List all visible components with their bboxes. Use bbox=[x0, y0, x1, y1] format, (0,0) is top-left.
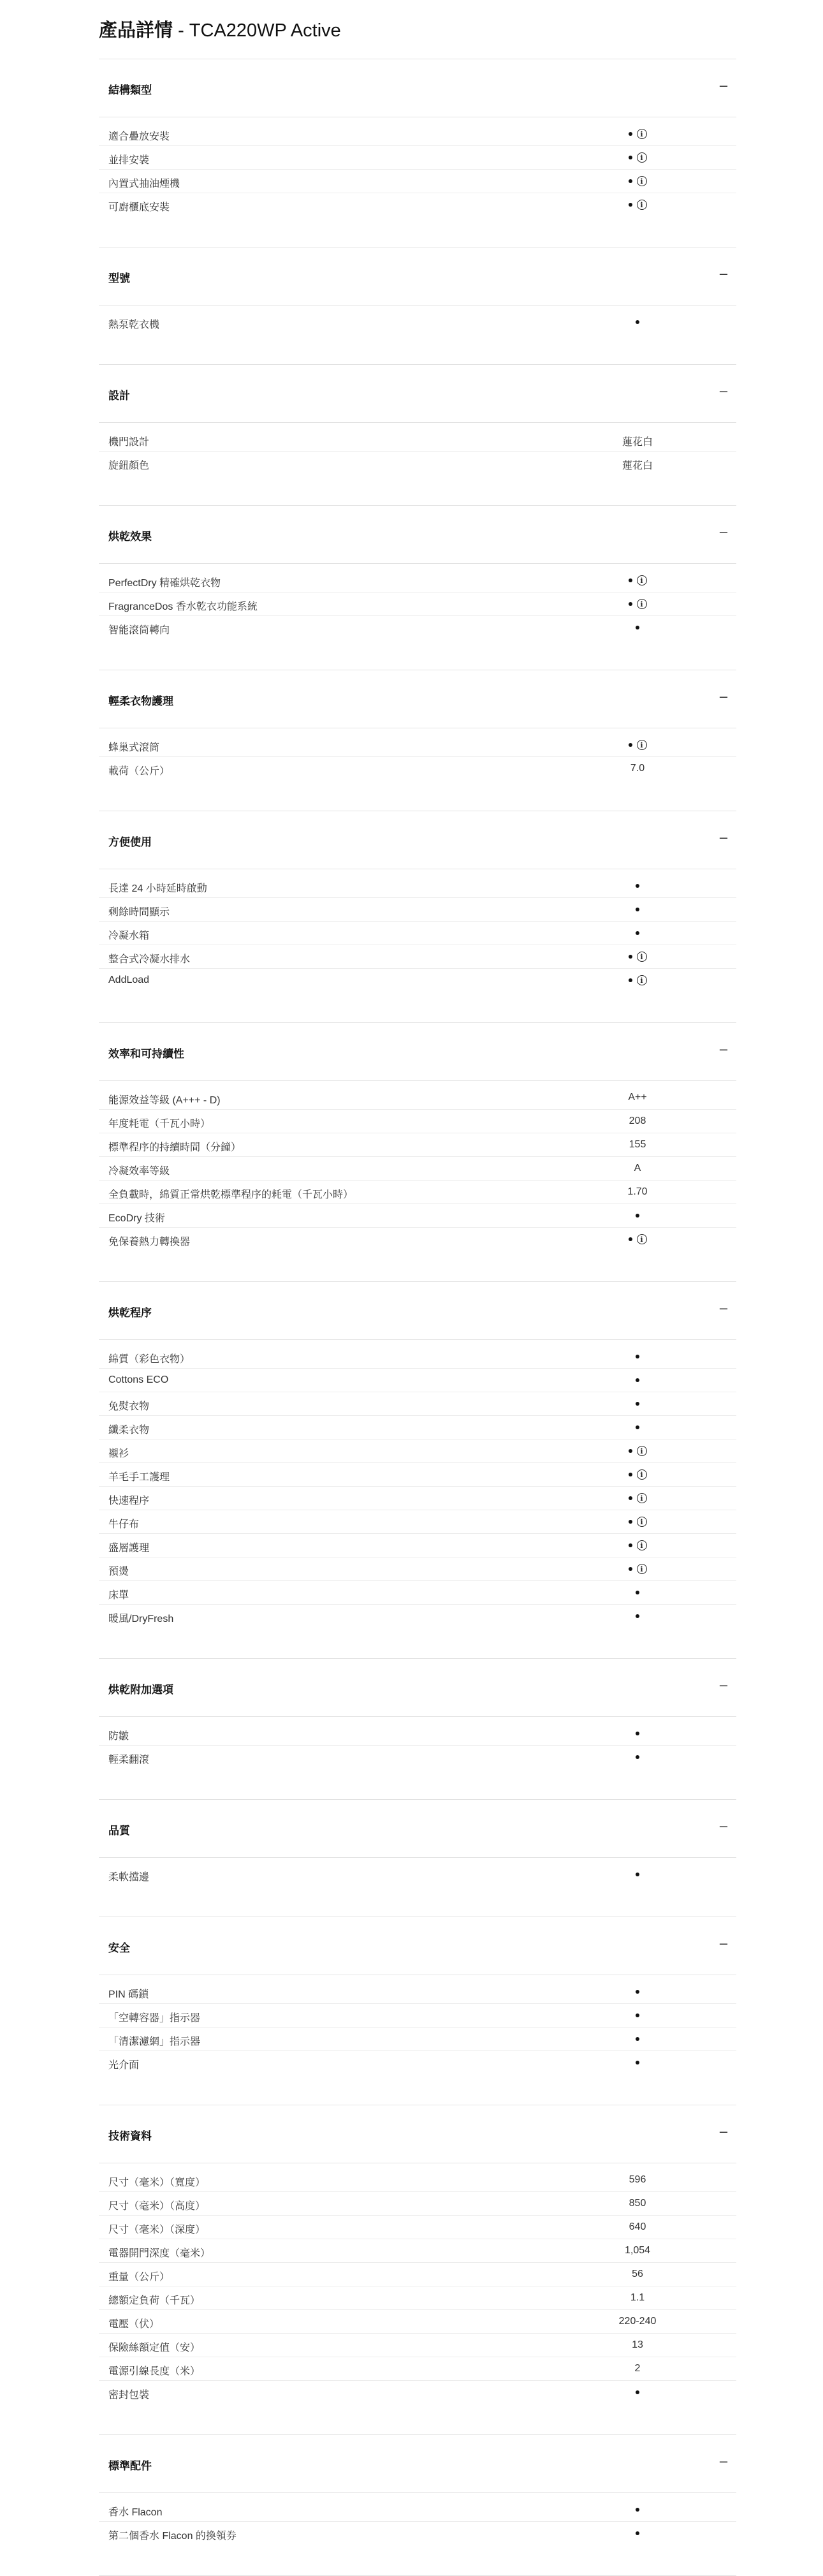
feature-available-dot-icon bbox=[629, 203, 632, 207]
section-title: 烘乾附加選項 bbox=[108, 1684, 173, 1696]
spec-label: 剩餘時間顯示 bbox=[108, 907, 170, 918]
spec-value: 220-240 bbox=[618, 2316, 657, 2327]
info-icon[interactable]: i bbox=[637, 152, 647, 163]
spec-row bbox=[99, 1722, 736, 1746]
spec-value-cell bbox=[609, 569, 666, 592]
feature-available-dot-icon bbox=[636, 626, 639, 629]
section-header[interactable] bbox=[99, 811, 736, 869]
spec-value: A++ bbox=[628, 1092, 647, 1103]
spec-row bbox=[99, 945, 736, 969]
feature-available-dot-icon bbox=[629, 179, 632, 183]
feature-available-dot-icon bbox=[629, 1473, 632, 1476]
spec-label: 香水 Flacon bbox=[108, 2507, 163, 2518]
spec-value: 56 bbox=[632, 2269, 643, 2279]
feature-available-dot-icon bbox=[636, 1378, 639, 1382]
spec-value: 208 bbox=[629, 1115, 646, 1126]
section-title: 型號 bbox=[108, 272, 130, 284]
section-title: 結構類型 bbox=[108, 84, 152, 96]
spec-row bbox=[99, 874, 736, 898]
section-header[interactable] bbox=[99, 506, 736, 564]
collapse-toggle-icon[interactable]: – bbox=[719, 1041, 728, 1057]
section-title: 安全 bbox=[108, 1942, 130, 1954]
spec-row bbox=[99, 1110, 736, 1133]
spec-label: 免保養熱力轉換器 bbox=[108, 1237, 191, 1248]
section-rows bbox=[99, 117, 736, 247]
spec-value-cell bbox=[609, 1581, 666, 1604]
spec-value-cell bbox=[609, 2051, 666, 2074]
spec-section bbox=[99, 2434, 736, 2575]
spec-sections bbox=[99, 59, 736, 2576]
spec-label: 機門設計 bbox=[108, 437, 150, 448]
spec-label: 能源效益等級 (A+++ - D) bbox=[108, 1095, 221, 1106]
spec-label: Cottons ECO bbox=[108, 1374, 169, 1385]
spec-label: 纖柔衣物 bbox=[108, 1425, 150, 1436]
section-rows bbox=[99, 1717, 736, 1799]
spec-row bbox=[99, 1534, 736, 1557]
spec-value: 155 bbox=[629, 1139, 646, 1150]
info-icon[interactable]: i bbox=[637, 129, 647, 139]
spec-value: 850 bbox=[629, 2198, 646, 2209]
spec-label: 全負載時，綿質正常烘乾標準程序的耗電（千瓦小時） bbox=[108, 1189, 354, 1200]
spec-label: 可廚櫃底安裝 bbox=[108, 202, 170, 213]
spec-value-cell bbox=[609, 122, 666, 145]
feature-available-dot-icon bbox=[636, 931, 639, 935]
spec-value: 1,054 bbox=[624, 2245, 651, 2256]
spec-row bbox=[99, 1133, 736, 1157]
section-rows bbox=[99, 1858, 736, 1917]
spec-label: 「空轉容器」指示器 bbox=[108, 2013, 201, 2024]
feature-available-dot-icon bbox=[636, 1755, 639, 1759]
section-rows bbox=[99, 305, 736, 364]
spec-value-cell bbox=[609, 733, 666, 756]
info-icon[interactable]: i bbox=[637, 599, 647, 609]
spec-section bbox=[99, 1917, 736, 2105]
spec-row bbox=[99, 1228, 736, 1251]
spec-row bbox=[99, 2381, 736, 2404]
spec-label: 暖風/DryFresh bbox=[108, 1614, 174, 1624]
info-icon[interactable]: i bbox=[637, 952, 647, 962]
feature-available-dot-icon bbox=[636, 1355, 639, 1358]
spec-row bbox=[99, 592, 736, 616]
section-title: 烘乾程序 bbox=[108, 1307, 152, 1319]
info-icon[interactable]: i bbox=[637, 1234, 647, 1244]
spec-row bbox=[99, 1181, 736, 1204]
section-title: 標準配件 bbox=[108, 2460, 152, 2472]
spec-value-cell bbox=[609, 1392, 666, 1415]
feature-available-dot-icon bbox=[636, 884, 639, 888]
spec-value: 蓮花白 bbox=[622, 437, 653, 448]
spec-label: 總額定負荷（千瓦） bbox=[108, 2295, 201, 2306]
spec-row bbox=[99, 2004, 736, 2028]
spec-row bbox=[99, 1369, 736, 1392]
spec-section bbox=[99, 1799, 736, 1917]
feature-available-dot-icon bbox=[629, 1449, 632, 1453]
section-title: 方便使用 bbox=[108, 836, 152, 848]
spec-label: 冷凝水箱 bbox=[108, 931, 150, 941]
spec-label: 長達 24 小時延時啟動 bbox=[108, 883, 207, 894]
collapse-toggle-icon[interactable]: – bbox=[719, 2453, 728, 2469]
spec-value-cell bbox=[609, 1463, 666, 1486]
spec-label: 光介面 bbox=[108, 2060, 140, 2071]
spec-label: 電源引線長度（米） bbox=[108, 2366, 201, 2377]
feature-available-dot-icon bbox=[636, 2013, 639, 2017]
spec-label: 柔軟擋邊 bbox=[108, 1872, 150, 1883]
section-header[interactable] bbox=[99, 1917, 736, 1975]
spec-label: 第二個香水 Flacon 的換領券 bbox=[108, 2531, 237, 2542]
collapse-toggle-icon[interactable]: – bbox=[719, 688, 728, 704]
spec-row bbox=[99, 1463, 736, 1487]
spec-value-cell bbox=[609, 146, 666, 169]
spec-section bbox=[99, 59, 736, 247]
feature-available-dot-icon bbox=[629, 1237, 632, 1241]
spec-row bbox=[99, 2028, 736, 2051]
spec-row bbox=[99, 2192, 736, 2216]
spec-label: 內置式抽油煙機 bbox=[108, 179, 180, 189]
feature-available-dot-icon bbox=[629, 955, 632, 959]
spec-value-cell bbox=[609, 592, 666, 615]
info-icon[interactable]: i bbox=[637, 975, 647, 985]
section-title: 品質 bbox=[108, 1825, 130, 1837]
spec-section bbox=[99, 2105, 736, 2434]
spec-value-cell bbox=[609, 311, 666, 334]
spec-row bbox=[99, 2334, 736, 2357]
section-header[interactable] bbox=[99, 2105, 736, 2163]
spec-label: 適合疊放安裝 bbox=[108, 131, 170, 142]
spec-value: 7.0 bbox=[630, 763, 645, 774]
spec-label: 襯衫 bbox=[108, 1448, 129, 1459]
section-title: 效率和可持續性 bbox=[108, 1048, 184, 1060]
collapse-toggle-icon[interactable]: – bbox=[719, 1300, 728, 1316]
info-icon[interactable]: i bbox=[637, 1493, 647, 1503]
section-rows bbox=[99, 564, 736, 670]
feature-available-dot-icon bbox=[629, 156, 632, 159]
spec-value-cell bbox=[609, 170, 666, 193]
spec-value: 596 bbox=[629, 2174, 646, 2185]
feature-available-dot-icon bbox=[629, 978, 632, 982]
collapse-toggle-icon[interactable]: – bbox=[719, 829, 728, 845]
spec-label: 輕柔翻滾 bbox=[108, 1755, 150, 1765]
feature-available-dot-icon bbox=[629, 602, 632, 606]
feature-available-dot-icon bbox=[629, 1543, 632, 1547]
collapse-toggle-icon[interactable]: – bbox=[719, 2123, 728, 2139]
feature-available-dot-icon bbox=[629, 1567, 632, 1571]
spec-value-cell bbox=[609, 1746, 666, 1769]
spec-value: 1.70 bbox=[627, 1186, 648, 1197]
spec-value-cell bbox=[609, 1416, 666, 1439]
info-icon[interactable]: i bbox=[637, 176, 647, 186]
spec-label: 電器開門深度（毫米） bbox=[108, 2248, 211, 2259]
spec-label: 尺寸（毫米）（寬度） bbox=[108, 2177, 206, 2188]
spec-value-cell bbox=[609, 1439, 666, 1462]
spec-row bbox=[99, 193, 736, 216]
section-rows bbox=[99, 2493, 736, 2575]
spec-row bbox=[99, 1487, 736, 1510]
spec-value: 2 bbox=[634, 2363, 641, 2374]
collapse-toggle-icon[interactable]: – bbox=[719, 1677, 728, 1693]
spec-row bbox=[99, 616, 736, 639]
spec-value-cell bbox=[609, 1487, 666, 1510]
spec-value: 蓮花白 bbox=[622, 460, 653, 471]
spec-label: 電壓（伏） bbox=[108, 2319, 160, 2330]
spec-row bbox=[99, 1345, 736, 1369]
section-rows bbox=[99, 1340, 736, 1658]
section-header[interactable] bbox=[99, 59, 736, 117]
spec-row bbox=[99, 2051, 736, 2074]
info-icon[interactable]: i bbox=[637, 1564, 647, 1574]
spec-section bbox=[99, 247, 736, 364]
spec-value-cell bbox=[609, 1980, 666, 2003]
spec-section bbox=[99, 811, 736, 1022]
collapse-toggle-icon[interactable]: – bbox=[719, 383, 728, 399]
spec-row bbox=[99, 1605, 736, 1628]
spec-label: PerfectDry 精確烘乾衣物 bbox=[108, 578, 221, 589]
spec-value: A bbox=[634, 1163, 641, 1174]
feature-available-dot-icon bbox=[629, 578, 632, 582]
spec-row bbox=[99, 122, 736, 146]
spec-row bbox=[99, 2498, 736, 2522]
section-rows bbox=[99, 728, 736, 811]
spec-value-cell bbox=[609, 1722, 666, 1745]
spec-label: 蜂巢式滾筒 bbox=[108, 742, 160, 753]
feature-available-dot-icon bbox=[636, 908, 639, 911]
section-header[interactable] bbox=[99, 1282, 736, 1340]
spec-value-cell bbox=[609, 898, 666, 921]
spec-label: AddLoad bbox=[108, 975, 150, 985]
collapse-toggle-icon[interactable]: – bbox=[719, 524, 728, 540]
spec-value-cell bbox=[609, 1605, 666, 1628]
section-rows bbox=[99, 1975, 736, 2105]
spec-row bbox=[99, 311, 736, 334]
spec-value-cell bbox=[609, 1557, 666, 1580]
feature-available-dot-icon bbox=[636, 1990, 639, 1994]
spec-label: PIN 碼鎖 bbox=[108, 1989, 149, 2000]
spec-label: 冷凝效率等級 bbox=[108, 1166, 170, 1177]
spec-row bbox=[99, 1557, 736, 1581]
spec-row bbox=[99, 452, 736, 475]
spec-row bbox=[99, 2263, 736, 2286]
info-icon[interactable]: i bbox=[637, 740, 647, 750]
spec-section bbox=[99, 1281, 736, 1658]
spec-label: 預燙 bbox=[108, 1566, 129, 1577]
section-header[interactable] bbox=[99, 365, 736, 423]
feature-available-dot-icon bbox=[629, 1520, 632, 1524]
feature-available-dot-icon bbox=[636, 2508, 639, 2512]
feature-available-dot-icon bbox=[636, 1614, 639, 1618]
feature-available-dot-icon bbox=[636, 1591, 639, 1594]
spec-label: 尺寸（毫米）（高度） bbox=[108, 2201, 206, 2212]
spec-label: 載荷（公斤） bbox=[108, 766, 170, 777]
feature-available-dot-icon bbox=[636, 1873, 639, 1876]
spec-label: FragranceDos 香水乾衣功能系統 bbox=[108, 601, 258, 612]
info-icon[interactable]: i bbox=[637, 1446, 647, 1456]
spec-label: 牛仔布 bbox=[108, 1519, 140, 1530]
section-title: 技術資料 bbox=[108, 2130, 152, 2142]
feature-available-dot-icon bbox=[629, 1496, 632, 1500]
section-title: 輕柔衣物護理 bbox=[108, 695, 173, 707]
spec-label: 智能滾筒轉向 bbox=[108, 625, 170, 636]
section-rows bbox=[99, 1081, 736, 1281]
feature-available-dot-icon bbox=[636, 2531, 639, 2535]
feature-available-dot-icon bbox=[636, 1425, 639, 1429]
spec-label: 防皺 bbox=[108, 1731, 129, 1742]
spec-value-cell bbox=[609, 1534, 666, 1557]
spec-value-cell bbox=[609, 922, 666, 945]
feature-available-dot-icon bbox=[636, 1402, 639, 1406]
collapse-toggle-icon[interactable]: – bbox=[719, 1935, 728, 1951]
spec-value-cell bbox=[609, 1863, 666, 1886]
section-header[interactable] bbox=[99, 1800, 736, 1858]
section-header[interactable] bbox=[99, 247, 736, 305]
spec-label: 標準程序的持續時間（分鐘） bbox=[108, 1142, 242, 1153]
spec-value-cell bbox=[609, 945, 666, 968]
spec-row bbox=[99, 2239, 736, 2263]
spec-row bbox=[99, 1416, 736, 1439]
section-title: 設計 bbox=[108, 390, 130, 402]
spec-row bbox=[99, 1392, 736, 1416]
spec-value-cell bbox=[609, 969, 666, 992]
page-title-model: TCA220WP Active bbox=[189, 20, 341, 41]
spec-value: 13 bbox=[632, 2339, 643, 2350]
spec-row bbox=[99, 757, 736, 780]
feature-available-dot-icon bbox=[629, 132, 632, 136]
spec-label: 免熨衣物 bbox=[108, 1401, 150, 1412]
spec-value: 640 bbox=[629, 2221, 646, 2232]
feature-available-dot-icon bbox=[636, 1214, 639, 1218]
spec-row bbox=[99, 428, 736, 452]
spec-label: 並排安裝 bbox=[108, 155, 150, 166]
feature-available-dot-icon bbox=[636, 2390, 639, 2394]
spec-label: 旋鈕顏色 bbox=[108, 460, 150, 471]
section-rows bbox=[99, 2163, 736, 2434]
spec-value-cell bbox=[609, 874, 666, 897]
spec-value-cell bbox=[609, 1510, 666, 1533]
info-icon[interactable]: i bbox=[637, 200, 647, 210]
section-header[interactable] bbox=[99, 1023, 736, 1081]
spec-value-cell bbox=[609, 2028, 666, 2050]
spec-row bbox=[99, 146, 736, 170]
page-title-main: 產品詳情 bbox=[99, 20, 173, 41]
spec-row bbox=[99, 2216, 736, 2239]
spec-label: 羊毛手工護理 bbox=[108, 1472, 170, 1483]
spec-row bbox=[99, 1581, 736, 1605]
spec-row bbox=[99, 2168, 736, 2192]
spec-label: 保險絲額定值（安） bbox=[108, 2343, 201, 2353]
spec-row bbox=[99, 1086, 736, 1110]
feature-available-dot-icon bbox=[629, 743, 632, 747]
section-header[interactable] bbox=[99, 670, 736, 728]
spec-row bbox=[99, 2357, 736, 2381]
spec-row bbox=[99, 1204, 736, 1228]
info-icon[interactable]: i bbox=[637, 1517, 647, 1527]
spec-row bbox=[99, 1157, 736, 1181]
info-icon[interactable]: i bbox=[637, 575, 647, 585]
collapse-toggle-icon[interactable]: – bbox=[719, 77, 728, 93]
spec-row bbox=[99, 1980, 736, 2004]
spec-row bbox=[99, 1510, 736, 1534]
spec-label: 「清潔濾網」指示器 bbox=[108, 2036, 201, 2047]
info-icon[interactable]: i bbox=[637, 1540, 647, 1550]
page-title bbox=[99, 18, 341, 43]
spec-label: 床單 bbox=[108, 1590, 129, 1601]
feature-available-dot-icon bbox=[636, 2061, 639, 2064]
spec-label: 熱泵乾衣機 bbox=[108, 320, 160, 330]
spec-label: 快速程序 bbox=[108, 1496, 150, 1506]
section-header[interactable] bbox=[99, 2435, 736, 2493]
spec-label: 整合式冷凝水排水 bbox=[108, 954, 191, 965]
collapse-toggle-icon[interactable]: – bbox=[719, 1818, 728, 1834]
spec-section bbox=[99, 670, 736, 811]
spec-value-cell bbox=[609, 2498, 666, 2521]
spec-row bbox=[99, 569, 736, 592]
spec-section bbox=[99, 505, 736, 670]
spec-value-cell bbox=[609, 1345, 666, 1368]
spec-row bbox=[99, 170, 736, 193]
spec-row bbox=[99, 1746, 736, 1769]
page-title-separator: - bbox=[173, 20, 189, 41]
spec-row bbox=[99, 898, 736, 922]
spec-value-cell bbox=[609, 193, 666, 216]
spec-label: 年度耗電（千瓦小時） bbox=[108, 1119, 211, 1130]
spec-row bbox=[99, 922, 736, 945]
spec-value-cell bbox=[609, 1204, 666, 1227]
spec-row bbox=[99, 2310, 736, 2334]
spec-value-cell bbox=[609, 616, 666, 639]
spec-value-cell bbox=[609, 1369, 666, 1392]
spec-row bbox=[99, 733, 736, 757]
section-rows bbox=[99, 869, 736, 1022]
spec-label: 密封包裝 bbox=[108, 2390, 150, 2401]
spec-row bbox=[99, 969, 736, 992]
spec-row bbox=[99, 2522, 736, 2545]
spec-value: 1.1 bbox=[630, 2292, 645, 2303]
spec-label: 重量（公斤） bbox=[108, 2272, 170, 2283]
spec-section bbox=[99, 1022, 736, 1281]
spec-value-cell bbox=[609, 2522, 666, 2545]
spec-section bbox=[99, 1658, 736, 1799]
collapse-toggle-icon[interactable]: – bbox=[719, 265, 728, 281]
spec-label: 盛層護理 bbox=[108, 1543, 150, 1554]
section-title: 烘乾效果 bbox=[108, 531, 152, 543]
spec-row bbox=[99, 2286, 736, 2310]
feature-available-dot-icon bbox=[636, 1732, 639, 1735]
spec-section bbox=[99, 364, 736, 505]
spec-label: 尺寸（毫米）（深度） bbox=[108, 2225, 206, 2235]
spec-row bbox=[99, 1863, 736, 1886]
section-rows bbox=[99, 423, 736, 505]
info-icon[interactable]: i bbox=[637, 1469, 647, 1480]
feature-available-dot-icon bbox=[636, 320, 639, 324]
spec-value-cell bbox=[609, 1228, 666, 1251]
spec-label: 綿質（彩色衣物） bbox=[108, 1354, 191, 1365]
spec-value-cell bbox=[609, 2004, 666, 2027]
spec-label: EcoDry 技術 bbox=[108, 1213, 165, 1224]
spec-value-cell bbox=[609, 2381, 666, 2404]
section-header[interactable] bbox=[99, 1659, 736, 1717]
spec-row bbox=[99, 1439, 736, 1463]
feature-available-dot-icon bbox=[636, 2037, 639, 2041]
